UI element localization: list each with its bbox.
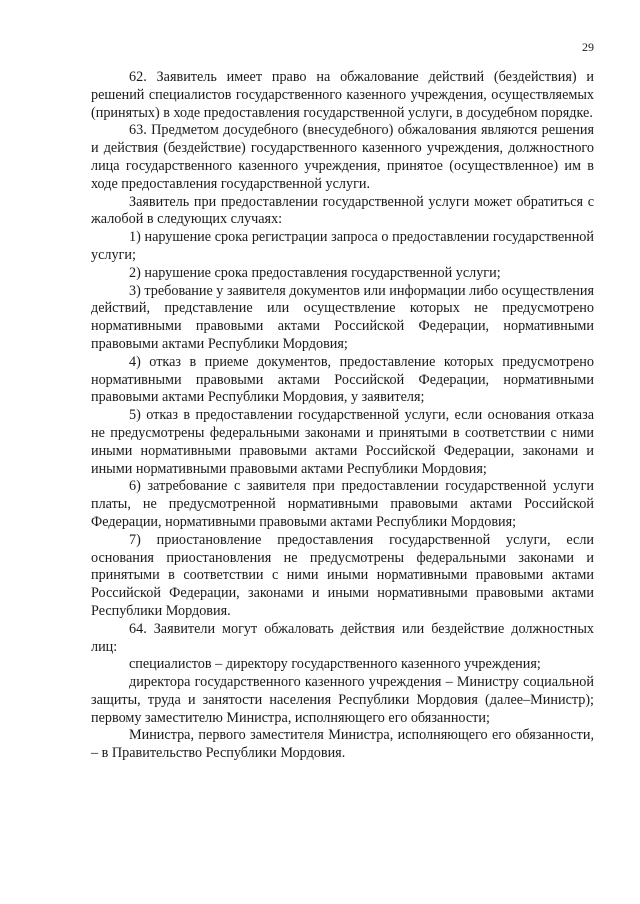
list-item-1: 1) нарушение срока регистрации запроса о предоставлении государственной услуги; — [91, 229, 594, 263]
appeal-minister: Министра, первого заместителя Министра, исполняющего его обязанности, – в Правительство Республики Мордовия. — [91, 727, 594, 762]
paragraph-64: 64. Заявители могут обжаловать действия или бездействие должностных лиц: — [91, 620, 594, 655]
document-body — [91, 69, 594, 763]
appeal-director: директора государственного казенного учреждения – Министру социальной защиты, труда и занятости населения Республики Мордовия (далее–Министр); первому заместителю Министра, исполняющего его обязанности; — [91, 674, 594, 726]
list-item-3: 3) требование у заявителя документов или информации либо осуществления действий, представление или осуществление которых не предусмотрено нормативными правовыми актами Российской Федерации, нормативными правовыми актами Республики Мордовия; — [91, 282, 594, 352]
list-item-5: 5) отказ в предоставлении государственной услуги, если основания отказа не предусмотрены федеральными законами и принятыми в соответствии с ними иными нормативными правовыми актами Российской Федерации, законами и иными нормативными правовыми актами Республики Мордовия; — [91, 407, 594, 477]
list-item-2: 2) нарушение срока предоставления государственной услуги; — [129, 264, 501, 281]
list-item-7: 7) приостановление предоставления государственной услуги, если основания приостановления не предусмотрены федеральными законами и принятыми в соответствии с ними иными нормативными правовыми актами Российской Федерации, законами и иными нормативными правовыми актами Республики Мордовия. — [91, 531, 594, 619]
complaint-cases-intro: Заявитель при предоставлении государственной услуги может обратиться с жалобой в следующих случаях: — [91, 193, 594, 228]
appeal-specialists: специалистов – директору государственного казенного учреждения; — [129, 656, 541, 673]
paragraph-63: 63. Предметом досудебного (внесудебного) обжалования являются решения и действия (бездействие) государственного казенного учреждения, должностного лица государственного казенного учреждения, принятое (осуществленное) им в ходе предоставления государственной услуги. — [91, 122, 594, 192]
paragraph-62: 62. Заявитель имеет право на обжалование действий (бездействия) и решений специалистов государственного казенного учреждения, осуществляемых (принятых) в ходе предоставления государственной услуги, в досудебном порядке. — [91, 69, 594, 121]
page-number: 29 — [582, 40, 594, 54]
list-item-4: 4) отказ в приеме документов, предоставление которых предусмотрено нормативными правовыми актами Российской Федерации, нормативными правовыми актами Республики Мордовия, у заявителя; — [91, 353, 594, 406]
list-item-6: 6) затребование с заявителя при предоставлении государственной услуги платы, не предусмотренной нормативными правовыми актами Российской Федерации, нормативными правовыми актами Республики Мордовия; — [91, 478, 594, 530]
